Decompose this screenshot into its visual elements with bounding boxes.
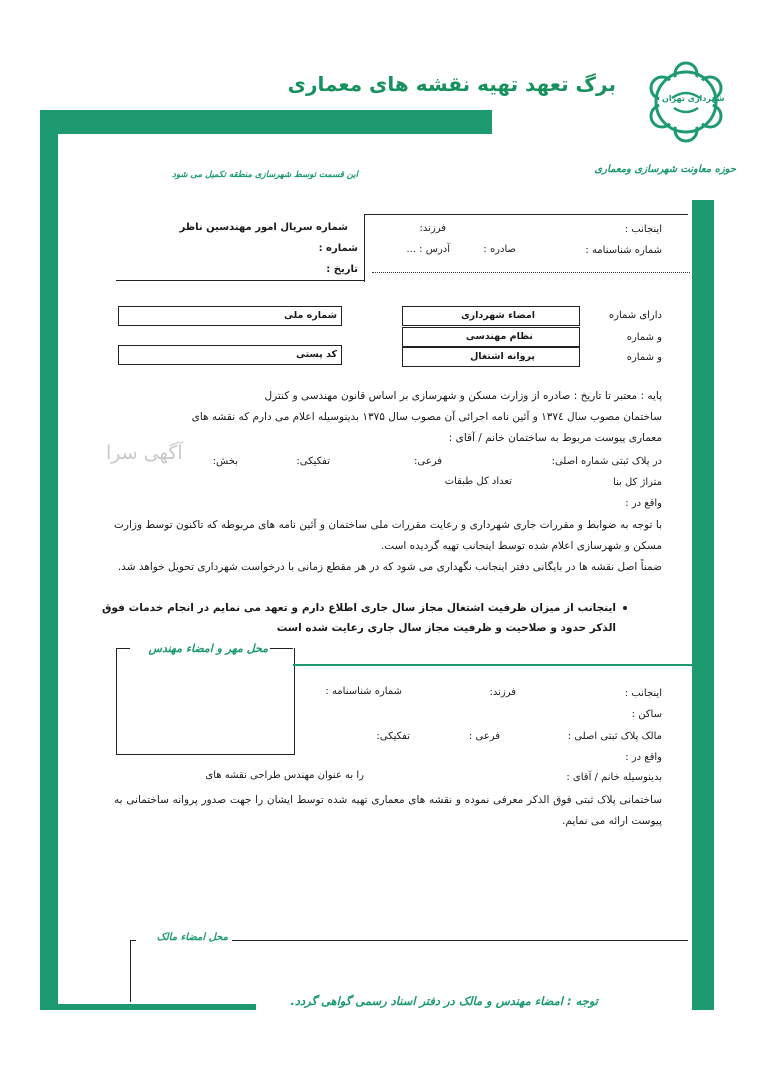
owner-located: واقع در : — [625, 752, 662, 763]
owner-resident: ساکن : — [631, 709, 662, 720]
observer-date: تاریخ : — [326, 264, 358, 275]
frame-bottom-bar — [40, 1004, 256, 1010]
and-number-1: و شماره — [626, 332, 662, 343]
page-title: برگ تعهد تهیه نقشه های معماری — [287, 72, 616, 96]
observer-divider-h — [116, 280, 364, 281]
owner-id-label: شماره شناسنامه : — [325, 686, 402, 697]
national-id-box[interactable]: شماره ملی — [118, 306, 342, 326]
logo-lettering: شهرداری تهران — [662, 94, 725, 103]
stamp-frame-top-left — [116, 648, 130, 649]
footer-note: توجه : امضاء مهندس و مالک در دفتر اسناد رسمی گواهی گردد. — [290, 994, 598, 1008]
body-line-2: ساختمان مصوب سال ۱۳۷٤ و آئین نامه اجرائی آن مصوب سال ۱۳۷۵ بدینوسیله اعلام می دارم که نقشه های — [191, 411, 662, 423]
plot-main-label: در پلاک ثبتی شماره اصلی: — [551, 456, 662, 467]
observer-divider-v — [364, 214, 365, 282]
applicant-child-of: فرزند: — [419, 223, 446, 234]
owner-plot-sub: فرعی : — [468, 731, 500, 742]
body-line-3: معماری پیوست مربوط به ساختمان خانم / آقای : — [448, 432, 662, 444]
floors-label: تعداد کل طبقات — [444, 476, 512, 487]
address-dotted-line — [372, 272, 690, 273]
holder-label: دارای شماره — [608, 310, 662, 321]
applicant-label: اینجانب : — [624, 224, 662, 235]
engineer-stamp-title: محل مهر و امضاء مهندس — [148, 642, 268, 655]
total-area-label: متراژ کل بنا — [612, 477, 662, 488]
department-label: حوزه معاونت شهرسازی ومعماری — [594, 164, 736, 175]
owner-plot-main: مالک پلاک ثبتی اصلی : — [567, 731, 662, 742]
applicant-address: آدرس : ... — [406, 244, 450, 255]
engineer-stamp-box[interactable] — [116, 648, 295, 755]
applicant-id: شماره شناسنامه : — [585, 245, 662, 256]
district-note: این قسمت توسط شهرسازی منطقه تکمیل می شود — [172, 170, 358, 180]
owner-child-of: فرزند: — [489, 687, 516, 698]
owner-as-designer: را به عنوان مهندس طراحی نقشه های — [205, 770, 364, 781]
observer-title: شماره سریال امور مهندسین ناظر — [179, 222, 348, 233]
owner-applicant-label: اینجانب : — [624, 688, 662, 699]
bullet-dot-icon — [623, 606, 627, 610]
frame-right-bar — [692, 200, 714, 1010]
engineering-system-box[interactable]: نظام مهندسی — [402, 327, 580, 347]
owner-sig-top-left — [130, 940, 136, 941]
section-divider — [293, 664, 692, 666]
owner-paragraph: ساختمانی پلاک ثبتی فوق الذکر معرفی نموده و نقشه های معماری تهیه شده توسط ایشان را جهت صدور پروانه ساختمانی به پیوست ارائه می نمایم. — [114, 794, 662, 827]
owner-via: بدینوسیله خانم / آقای : — [566, 772, 662, 783]
observer-divider-top — [364, 214, 688, 215]
body-paragraph-1: با توجه به ضوابط و مقررات جاری شهرداری و رعایت مقررات ملی ساختمان و آئین نامه های مربوطه که تاکنون توسط وزارت مسکن و شهرسازی اعلام شده توسط اینجانب تهیه گردیده است. — [114, 519, 662, 552]
capacity-commitment: اینجانب از میزان ظرفیت اشتغال مجاز سال جاری اطلاع دارم و تعهد می نمایم در انجام خدمات فوق الذکر حدود و صلاحیت و ظرفیت مجاز سال جاری رعایت شده است — [102, 602, 616, 634]
plot-sub-label: فرعی: — [414, 456, 442, 467]
and-number-2: و شماره — [626, 352, 662, 363]
frame-top-bar — [40, 110, 492, 134]
plot-split-label: تفکیکی: — [296, 456, 330, 467]
municipality-logo — [636, 52, 736, 152]
frame-left-bar — [40, 110, 58, 1010]
municipality-signature-box[interactable]: امضاء شهرداری — [402, 306, 580, 326]
work-license-box[interactable]: پروانه اشتغال — [402, 347, 580, 367]
applicant-issued: صادره : — [483, 244, 516, 255]
owner-signature-box[interactable] — [130, 940, 691, 1002]
watermark: آگهی سرا — [106, 442, 183, 464]
stamp-frame-top-right — [270, 648, 293, 649]
observer-number: شماره : — [318, 243, 358, 254]
owner-sig-top-line — [232, 940, 688, 941]
body-line-base: پایه : معتبر تا تاریخ : صادره از وزارت مسکن و شهرسازی بر اساس قانون مهندسی و کنترل — [264, 390, 662, 402]
owner-plot-split: تفکیکی: — [376, 731, 410, 742]
postal-code-box[interactable]: کد پستی — [118, 345, 342, 365]
located-label: واقع در : — [625, 498, 662, 509]
plot-section-label: بخش: — [212, 456, 238, 467]
body-paragraph-2: ضمناً اصل نقشه ها در بایگانی دفتر اینجانب نگهداری می شود که در هر مقطع زمانی با درخواست شهرداری تحویل خواهد شد. — [117, 561, 662, 573]
owner-signature-label: محل امضاء مالک — [156, 932, 228, 943]
